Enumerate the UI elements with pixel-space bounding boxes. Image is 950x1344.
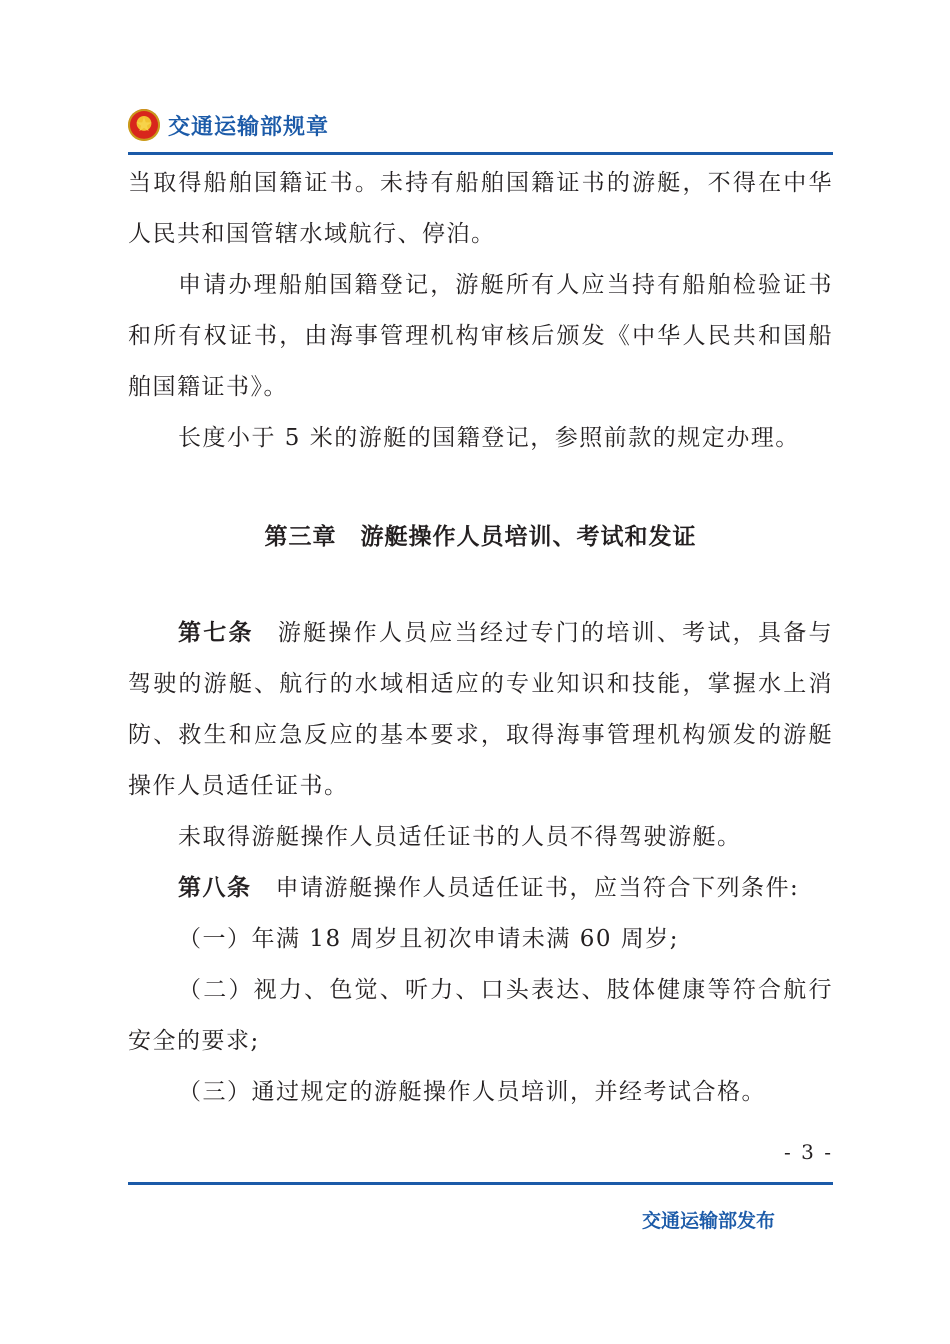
national-emblem-icon [128,109,160,141]
paragraph-no-certificate: 未取得游艇操作人员适任证书的人员不得驾驶游艇。 [178,824,742,850]
paragraph-continued: 当取得船舶国籍证书。未持有船舶国籍证书的游艇，不得在中华人民共和国管辖水域航行、停泊。 [128,170,833,247]
page-header [128,103,834,147]
paragraph-short-yacht: 长度小于 5 米的游艇的国籍登记，参照前款的规定办理。 [178,425,800,451]
paragraph-registration: 申请办理船舶国籍登记，游艇所有人应当持有船舶检验证书和所有权证书，由海事管理机构审核后颁发《中华人民共和国船舶国籍证书》。 [128,272,833,400]
article-8 [128,863,833,914]
condition-item-2: （二）视力、色觉、听力、口头表达、肢体健康等符合航行安全的要求; [128,977,833,1054]
article-7 [128,608,833,812]
header-divider [128,152,833,155]
article-8-label: 第八条 [178,875,252,901]
publisher-label: 交通运输部发布 [641,1210,775,1232]
chapter-number: 第三章 [264,524,337,550]
header-title: 交通运输部规章 [168,114,330,140]
footer-divider [128,1182,833,1185]
page-number: - 3 - [784,1140,833,1164]
chapter-title: 游艇操作人员培训、考试和发证 [360,524,697,550]
chapter-heading [128,512,833,563]
condition-item-3: （三）通过规定的游艇操作人员培训，并经考试合格。 [178,1079,766,1105]
article-7-label: 第七条 [178,620,254,646]
condition-item-1: （一）年满 18 周岁且初次申请未满 60 周岁; [178,926,680,952]
article-7-text: 游艇操作人员应当经过专门的培训、考试，具备与驾驶的游艇、航行的水域相适应的专业知识和技能，掌握水上消防、救生和应急反应的基本要求，取得海事管理机构颁发的游艇操作人员适任证书。 [128,620,833,799]
document-body [128,158,833,1118]
article-8-text: 申请游艇操作人员适任证书，应当符合下列条件: [275,875,800,901]
